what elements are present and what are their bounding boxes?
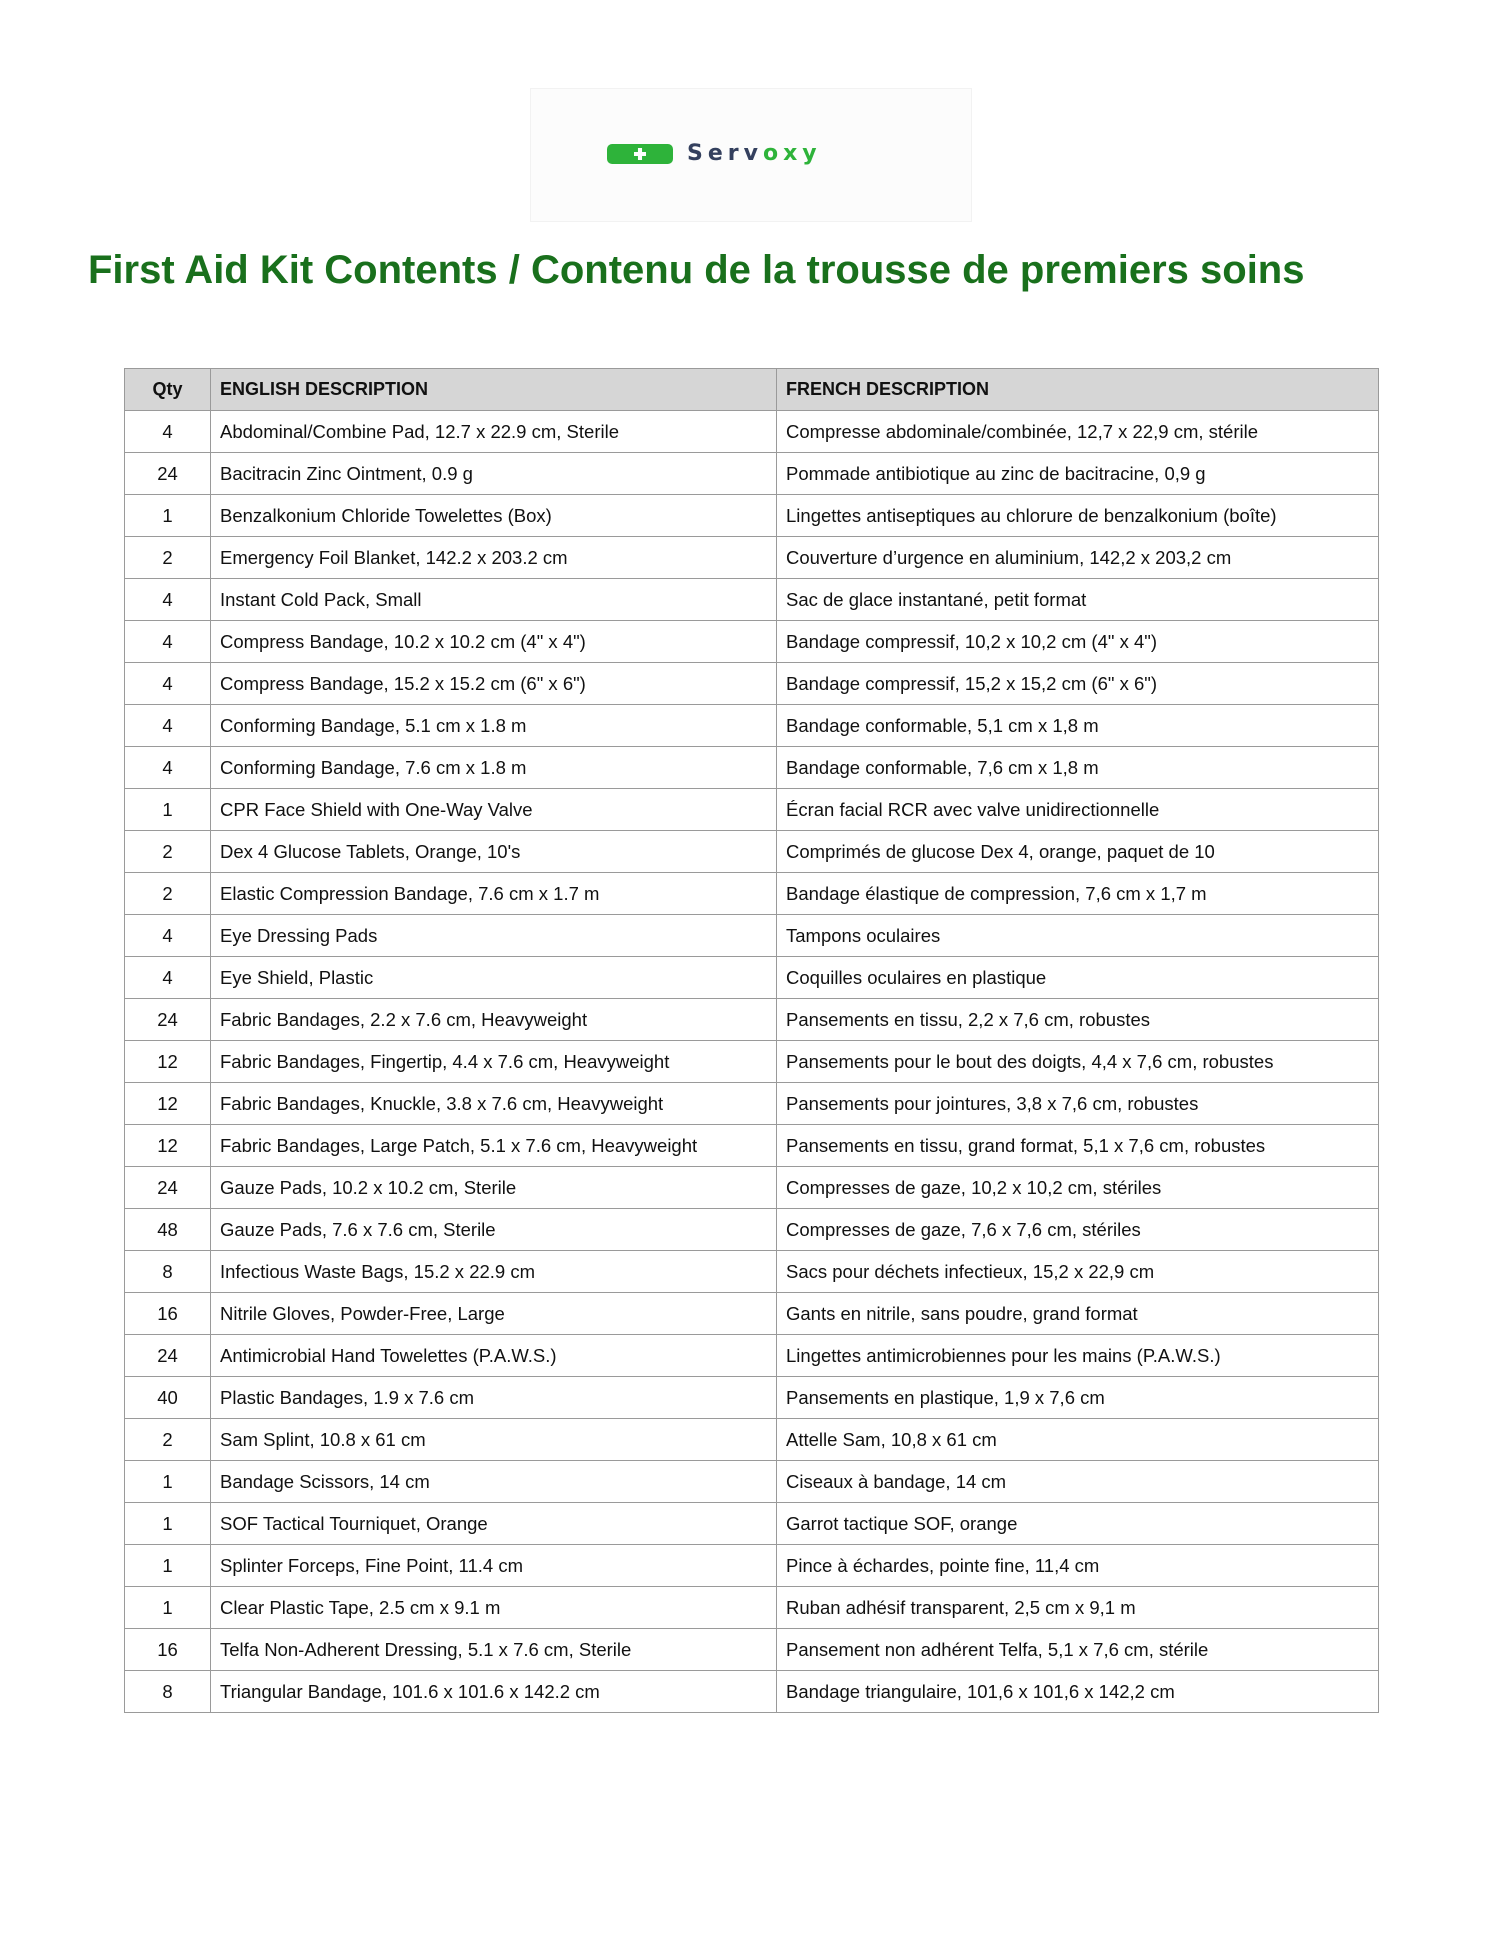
qty-cell: 24 xyxy=(125,1335,211,1377)
table-row xyxy=(125,1545,1379,1587)
english-description-cell: Plastic Bandages, 1.9 x 7.6 cm xyxy=(211,1377,777,1419)
table-row xyxy=(125,1041,1379,1083)
table-row xyxy=(125,1461,1379,1503)
table-row xyxy=(125,1251,1379,1293)
french-description-column-header: FRENCH DESCRIPTION xyxy=(777,369,1379,411)
french-description-cell: Sac de glace instantané, petit format xyxy=(777,579,1379,621)
qty-cell: 1 xyxy=(125,1587,211,1629)
english-description-cell: Eye Dressing Pads xyxy=(211,915,777,957)
qty-cell: 1 xyxy=(125,1461,211,1503)
english-description-cell: Conforming Bandage, 7.6 cm x 1.8 m xyxy=(211,747,777,789)
table-row xyxy=(125,1587,1379,1629)
table-row xyxy=(125,789,1379,831)
french-description-cell: Compresse abdominale/combinée, 12,7 x 22,9 cm, stérile xyxy=(777,411,1379,453)
table-row xyxy=(125,831,1379,873)
french-description-cell: Comprimés de glucose Dex 4, orange, paquet de 10 xyxy=(777,831,1379,873)
qty-cell: 24 xyxy=(125,999,211,1041)
french-description-cell: Ciseaux à bandage, 14 cm xyxy=(777,1461,1379,1503)
qty-cell: 4 xyxy=(125,957,211,999)
french-description-cell: Gants en nitrile, sans poudre, grand format xyxy=(777,1293,1379,1335)
english-description-cell: Clear Plastic Tape, 2.5 cm x 9.1 m xyxy=(211,1587,777,1629)
french-description-cell: Sacs pour déchets infectieux, 15,2 x 22,9 cm xyxy=(777,1251,1379,1293)
english-description-cell: Instant Cold Pack, Small xyxy=(211,579,777,621)
table-row xyxy=(125,453,1379,495)
french-description-cell: Garrot tactique SOF, orange xyxy=(777,1503,1379,1545)
french-description-cell: Lingettes antiseptiques au chlorure de benzalkonium (boîte) xyxy=(777,495,1379,537)
qty-cell: 16 xyxy=(125,1629,211,1671)
qty-cell: 1 xyxy=(125,495,211,537)
table-row xyxy=(125,1209,1379,1251)
english-description-cell: Bacitracin Zinc Ointment, 0.9 g xyxy=(211,453,777,495)
qty-cell: 4 xyxy=(125,621,211,663)
table-row xyxy=(125,1671,1379,1713)
french-description-cell: Pince à échardes, pointe fine, 11,4 cm xyxy=(777,1545,1379,1587)
qty-column-header: Qty xyxy=(125,369,211,411)
french-description-cell: Ruban adhésif transparent, 2,5 cm x 9,1 m xyxy=(777,1587,1379,1629)
table-row xyxy=(125,579,1379,621)
qty-cell: 2 xyxy=(125,831,211,873)
table-row xyxy=(125,621,1379,663)
qty-cell: 4 xyxy=(125,411,211,453)
english-description-cell: CPR Face Shield with One-Way Valve xyxy=(211,789,777,831)
english-description-cell: Fabric Bandages, Fingertip, 4.4 x 7.6 cm, Heavyweight xyxy=(211,1041,777,1083)
english-description-cell: Elastic Compression Bandage, 7.6 cm x 1.7 m xyxy=(211,873,777,915)
table-row xyxy=(125,1419,1379,1461)
table-row xyxy=(125,705,1379,747)
english-description-cell: Benzalkonium Chloride Towelettes (Box) xyxy=(211,495,777,537)
english-description-cell: Bandage Scissors, 14 cm xyxy=(211,1461,777,1503)
table-row xyxy=(125,1335,1379,1377)
english-description-cell: Eye Shield, Plastic xyxy=(211,957,777,999)
logo-wordmark-accent: oxy xyxy=(762,141,822,166)
table-header-row xyxy=(125,369,1379,411)
table-row xyxy=(125,1377,1379,1419)
table-body xyxy=(125,411,1379,1713)
english-description-cell: Splinter Forceps, Fine Point, 11.4 cm xyxy=(211,1545,777,1587)
french-description-cell: Bandage compressif, 10,2 x 10,2 cm (4" x 4") xyxy=(777,621,1379,663)
english-description-cell: Triangular Bandage, 101.6 x 101.6 x 142.2 cm xyxy=(211,1671,777,1713)
english-description-cell: Compress Bandage, 15.2 x 15.2 cm (6" x 6") xyxy=(211,663,777,705)
french-description-cell: Pansements pour jointures, 3,8 x 7,6 cm, robustes xyxy=(777,1083,1379,1125)
page-title: First Aid Kit Contents / Contenu de la trousse de premiers soins xyxy=(88,248,1305,292)
english-description-cell: Fabric Bandages, Knuckle, 3.8 x 7.6 cm, Heavyweight xyxy=(211,1083,777,1125)
french-description-cell: Pansements pour le bout des doigts, 4,4 x 7,6 cm, robustes xyxy=(777,1041,1379,1083)
french-description-cell: Couverture d’urgence en aluminium, 142,2 x 203,2 cm xyxy=(777,537,1379,579)
english-description-column-header: ENGLISH DESCRIPTION xyxy=(211,369,777,411)
french-description-cell: Compresses de gaze, 10,2 x 10,2 cm, stériles xyxy=(777,1167,1379,1209)
english-description-cell: Fabric Bandages, 2.2 x 7.6 cm, Heavyweight xyxy=(211,999,777,1041)
qty-cell: 12 xyxy=(125,1041,211,1083)
french-description-cell: Pansement non adhérent Telfa, 5,1 x 7,6 cm, stérile xyxy=(777,1629,1379,1671)
french-description-cell: Pansements en tissu, grand format, 5,1 x 7,6 cm, robustes xyxy=(777,1125,1379,1167)
table-row xyxy=(125,1503,1379,1545)
qty-cell: 48 xyxy=(125,1209,211,1251)
english-description-cell: Abdominal/Combine Pad, 12.7 x 22.9 cm, Sterile xyxy=(211,411,777,453)
french-description-cell: Bandage compressif, 15,2 x 15,2 cm (6" x 6") xyxy=(777,663,1379,705)
table-row xyxy=(125,495,1379,537)
french-description-cell: Pommade antibiotique au zinc de bacitracine, 0,9 g xyxy=(777,453,1379,495)
servoxy-logo xyxy=(607,142,822,166)
qty-cell: 4 xyxy=(125,705,211,747)
qty-cell: 24 xyxy=(125,1167,211,1209)
table-row xyxy=(125,957,1379,999)
english-description-cell: Infectious Waste Bags, 15.2 x 22.9 cm xyxy=(211,1251,777,1293)
english-description-cell: Telfa Non-Adherent Dressing, 5.1 x 7.6 cm, Sterile xyxy=(211,1629,777,1671)
qty-cell: 4 xyxy=(125,579,211,621)
french-description-cell: Bandage conformable, 7,6 cm x 1,8 m xyxy=(777,747,1379,789)
qty-cell: 12 xyxy=(125,1125,211,1167)
french-description-cell: Lingettes antimicrobiennes pour les mains (P.A.W.S.) xyxy=(777,1335,1379,1377)
table-row xyxy=(125,1293,1379,1335)
table-row xyxy=(125,1629,1379,1671)
english-description-cell: Emergency Foil Blanket, 142.2 x 203.2 cm xyxy=(211,537,777,579)
logo-wordmark-prefix: Serv xyxy=(687,141,763,166)
kit-contents-table xyxy=(124,368,1379,1713)
qty-cell: 24 xyxy=(125,453,211,495)
table-row xyxy=(125,747,1379,789)
qty-cell: 12 xyxy=(125,1083,211,1125)
qty-cell: 1 xyxy=(125,789,211,831)
table-row xyxy=(125,1083,1379,1125)
french-description-cell: Pansements en plastique, 1,9 x 7,6 cm xyxy=(777,1377,1379,1419)
qty-cell: 2 xyxy=(125,1419,211,1461)
english-description-cell: Compress Bandage, 10.2 x 10.2 cm (4" x 4") xyxy=(211,621,777,663)
french-description-cell: Pansements en tissu, 2,2 x 7,6 cm, robustes xyxy=(777,999,1379,1041)
table-row xyxy=(125,1167,1379,1209)
qty-cell: 4 xyxy=(125,915,211,957)
qty-cell: 16 xyxy=(125,1293,211,1335)
medical-cross-icon xyxy=(607,144,673,164)
french-description-cell: Compresses de gaze, 7,6 x 7,6 cm, stériles xyxy=(777,1209,1379,1251)
qty-cell: 2 xyxy=(125,873,211,915)
table-row xyxy=(125,663,1379,705)
french-description-cell: Écran facial RCR avec valve unidirectionnelle xyxy=(777,789,1379,831)
english-description-cell: Sam Splint, 10.8 x 61 cm xyxy=(211,1419,777,1461)
english-description-cell: Gauze Pads, 10.2 x 10.2 cm, Sterile xyxy=(211,1167,777,1209)
english-description-cell: Conforming Bandage, 5.1 cm x 1.8 m xyxy=(211,705,777,747)
english-description-cell: SOF Tactical Tourniquet, Orange xyxy=(211,1503,777,1545)
qty-cell: 4 xyxy=(125,663,211,705)
qty-cell: 40 xyxy=(125,1377,211,1419)
english-description-cell: Fabric Bandages, Large Patch, 5.1 x 7.6 cm, Heavyweight xyxy=(211,1125,777,1167)
french-description-cell: Bandage élastique de compression, 7,6 cm x 1,7 m xyxy=(777,873,1379,915)
table-row xyxy=(125,873,1379,915)
qty-cell: 8 xyxy=(125,1251,211,1293)
french-description-cell: Bandage conformable, 5,1 cm x 1,8 m xyxy=(777,705,1379,747)
qty-cell: 8 xyxy=(125,1671,211,1713)
table-row xyxy=(125,915,1379,957)
logo-wordmark xyxy=(687,142,822,166)
english-description-cell: Nitrile Gloves, Powder-Free, Large xyxy=(211,1293,777,1335)
qty-cell: 2 xyxy=(125,537,211,579)
table-row xyxy=(125,411,1379,453)
english-description-cell: Antimicrobial Hand Towelettes (P.A.W.S.) xyxy=(211,1335,777,1377)
french-description-cell: Bandage triangulaire, 101,6 x 101,6 x 142,2 cm xyxy=(777,1671,1379,1713)
table-row xyxy=(125,999,1379,1041)
english-description-cell: Gauze Pads, 7.6 x 7.6 cm, Sterile xyxy=(211,1209,777,1251)
qty-cell: 1 xyxy=(125,1545,211,1587)
french-description-cell: Attelle Sam, 10,8 x 61 cm xyxy=(777,1419,1379,1461)
french-description-cell: Tampons oculaires xyxy=(777,915,1379,957)
qty-cell: 1 xyxy=(125,1503,211,1545)
english-description-cell: Dex 4 Glucose Tablets, Orange, 10's xyxy=(211,831,777,873)
french-description-cell: Coquilles oculaires en plastique xyxy=(777,957,1379,999)
qty-cell: 4 xyxy=(125,747,211,789)
table-row xyxy=(125,537,1379,579)
table-row xyxy=(125,1125,1379,1167)
